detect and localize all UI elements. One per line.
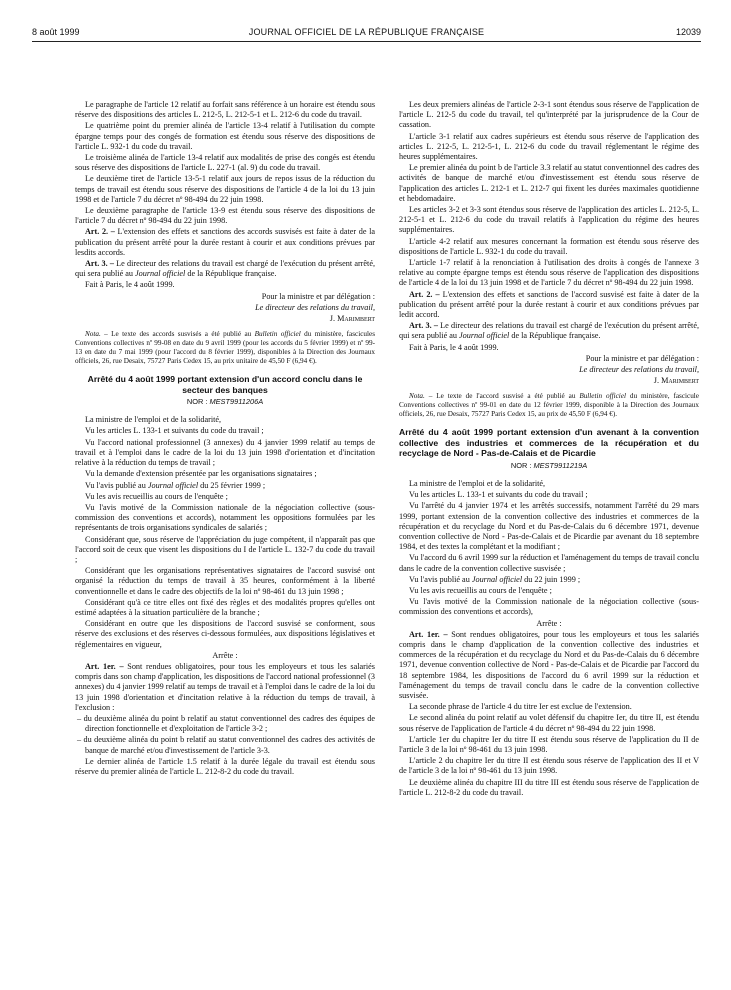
header-rule xyxy=(32,41,701,42)
paragraph: Vu les avis recueillis au cours de l'enquête ; xyxy=(409,585,552,595)
article-label: Art. 1er. – xyxy=(409,629,448,639)
paragraph: Le deuxième alinéa du chapitre III du titre III est étendu sous réserve de l'application de l'article L. 212-8-2 du code du travail. xyxy=(399,777,699,797)
page-header xyxy=(32,27,701,41)
paragraph: L'article 1er du chapitre Ier du titre II est étendu sous réserve de l'application du II de l'article 3 de la loi nº 98-461 du 13 juin 1998. xyxy=(399,734,699,754)
dash-item: – du deuxième alinéa du point b relatif au statut conventionnel des cadres des équipes de direction fonctionnelle et d'exploitation de l'article 3-2 ; xyxy=(77,713,375,734)
article-3 xyxy=(75,259,375,279)
paragraph: Le quatrième point du premier alinéa de l'article 13-4 relatif à l'utilisation du compte épargne temps pour des congés de formation est étendu sous réserve des dispositions de l'article L. 932-1 du code du travail. xyxy=(75,121,375,151)
header-date: 8 août 1999 xyxy=(32,27,80,37)
journal-ref: Journal officiel xyxy=(147,480,199,490)
header-journal-title: JOURNAL OFFICIEL DE LA RÉPUBLIQUE FRANÇAISE xyxy=(248,27,485,37)
nota-text: – Le texte de l'accord susvisé a été publié au xyxy=(424,392,580,401)
article-text: L'extension des effets et sanctions des accords susvisés est faite à dater de la publication du présent arrêté pour la durée restant à courir et aux conditions prévues par lesdits accords. xyxy=(75,227,375,257)
paragraph: Le dernier alinéa de l'article 1.5 relatif à la durée légale du travail est étendu sous réserve du premier alinéa de l'article L. 212-8-2 du code du travail. xyxy=(75,756,375,776)
nor-label: NOR : xyxy=(510,460,534,470)
nota xyxy=(75,330,375,366)
text: du 25 février 1999 ; xyxy=(198,480,266,490)
dash-item: – du deuxième alinéa du point b relatif au statut conventionnel des cadres des activités de banque de marché et/ou d'investissement de l'article 3-3. xyxy=(77,735,375,755)
paragraph: Le second alinéa du point relatif au volet défensif du chapitre Ier, du titre II, est étendu sous réserve de l'application de l'article 4 du décret nº 98-494 du 22 juin 1998. xyxy=(399,713,699,733)
signature-name: J. Marimbert xyxy=(653,376,699,386)
article-label: Art. 1er. – xyxy=(85,661,124,671)
nota-label: Nota. xyxy=(409,392,425,401)
article-1 xyxy=(75,662,375,713)
article-3 xyxy=(399,321,699,341)
fait-a-paris: Fait à Paris, le 4 août 1999. xyxy=(409,342,499,352)
right-column xyxy=(399,100,699,799)
paragraph: Le deuxième paragraphe de l'article 13-9 est étendu sous réserve des dispositions de l'article 7 du décret nº 98-494 du 22 juin 1998. xyxy=(75,206,375,226)
paragraph: Vu l'accord du 6 avril 1999 sur la réduction et l'aménagement du temps de travail conclu dans le cadre de la convention collective susvisée ; xyxy=(399,553,699,573)
paragraph: Les deux premiers alinéas de l'article 2-3-1 sont étendus sous réserve de l'application de l'article L. 212-5 du code du travail, tel qu'interprété par la jurisprudence de la Cour de cassation. xyxy=(399,100,699,130)
paragraph: L'article 2 du chapitre Ier du titre II est étendu sous réserve de l'application des II et V de l'article 3 de la loi nº 98-461 du 13 juin 1998. xyxy=(399,756,699,776)
paragraph: Vu l'avis motivé de la Commission nationale de la négociation collective (sous-commission des conventions et accords), xyxy=(399,597,699,617)
article-2 xyxy=(399,290,699,321)
article-1 xyxy=(399,630,699,701)
paragraph xyxy=(75,481,375,491)
paragraph: Le troisième alinéa de l'article 13-4 relatif aux modalités de prise des congés est étendu sous réserve des dispositions de l'article L. 227-1 (al. 9) du code du travail. xyxy=(75,153,375,173)
journal-ref: Journal officiel xyxy=(459,331,510,341)
nor-code: MESТ9911206A xyxy=(209,397,264,407)
paragraph: Vu les articles L. 133-1 et suivants du code du travail ; xyxy=(409,490,588,500)
bulletin-ref: Bulletin officiel xyxy=(579,392,626,401)
article-label: Art. 2. – xyxy=(409,289,440,299)
paragraph: La seconde phrase de l'article 4 du titre Ier est exclue de l'extension. xyxy=(409,702,632,712)
paragraph: Considérant qu'à ce titre elles ont fixé des règles et des modalités propres qu'elles ont estimé adaptées à la situation particulière de la branche ; xyxy=(75,597,375,617)
journal-ref: Journal officiel xyxy=(135,269,186,279)
signature-title: Le directeur des relations du travail, xyxy=(255,302,375,312)
paragraph: Vu l'arrêté du 4 janvier 1974 et les arrêtés successifs, notamment l'arrêté du 29 mars 1999, portant extension de la convention collective des industries et commerces de la récupération et du recyclage du Nord et du Pas-de-Calais du 6 décembre 1971, devenue convention collective de Nord - Pas-de-Calais et de Picardie par avenant du 18 septembre 1984, et des textes la complétant et la modifiant ; xyxy=(399,501,699,552)
paragraph: Vu la demande d'extension présentée par les organisations signataires ; xyxy=(85,469,317,479)
arrete-heading: Arrête : xyxy=(536,618,562,628)
article-text: de la République française. xyxy=(185,269,277,279)
paragraph: Le paragraphe de l'article 12 relatif au forfait sans référence à un horaire est étendu sous réserve des dispositions des articles L. 212-5, L. 212-5-1 et L. 212-6 du code du travail. xyxy=(75,100,375,120)
text: du 22 juin 1999 ; xyxy=(522,574,581,584)
signature-line: Pour la ministre et par délégation : xyxy=(261,291,375,301)
nor-label: NOR : xyxy=(186,397,210,407)
paragraph: Considérant que les organisations représentatives signataires de l'accord susvisé ont organisé la réduction du temps de travail à 35 heures, conformément à la liberté conventionnelle et dans le cadre des objectifs de la loi nº 98-461 du 13 juin 1998 ; xyxy=(75,566,375,596)
article-label: Art. 3. – xyxy=(85,259,114,269)
article-text: Sont rendues obligatoires, pour tous les employeurs et tous les salariés compris dans le champ d'application de la convention collective des industries et commerces de la récupération et du recyclage du Nord et du Pas-de-Calais du 6 décembre 1971, devenue convention collective de Nord - Pas-de-Calais et de Picardie par l'accord du 18 septembre 1984, les dispositions de l'accord du 6 avril 1999 sur la réduction et l'aménagement du temps de travail conclu dans le cadre de la convention collective susvisée. xyxy=(399,629,699,700)
article-2 xyxy=(75,227,375,258)
decree-title: Arrêté du 4 août 1999 portant extension d'un avenant à la convention collective des industries et commerces de la récupération et du recyclage de Nord - Pas-de-Calais et de Picardie xyxy=(399,427,699,459)
journal-ref: Journal officiel xyxy=(471,574,523,584)
paragraph: Vu les avis recueillis au cours de l'enquête ; xyxy=(85,491,228,501)
nota-text: du ministère, fascicules Conventions collectives nº 99-08 en date du 9 avril 1999 (pour les accords du 5 février 1999) et nº 99-13 en date du 7 mai 1999 (pour l'accord du 8 février 1999), disponibles à la Direction des Journaux officiels, 26, rue Desaix, 75727 Paris Cedex 15, au prix unitaire de 45,50 F (6,94 €). xyxy=(75,330,375,366)
text: Vu l'avis publié au xyxy=(409,574,472,584)
left-column xyxy=(75,100,375,778)
article-text: Le directeur des relations du travail est chargé de l'exécution du présent arrêté, qui sera publié au xyxy=(399,321,699,341)
paragraph: Vu l'accord national professionnel (3 annexes) du 4 janvier 1999 relatif au temps de travail et à l'emploi dans le cadre de la loi du 13 juin 1998 d'orientation et d'incitation relative à la réduction du temps de travail ; xyxy=(75,437,375,468)
article-text: L'extension des effets et sanctions de l'accord susvisé est faite à dater de la publication du présent arrêté pour la durée restant à courir et aux conditions prévues par ledit accord. xyxy=(399,289,699,320)
paragraph: Vu l'avis motivé de la Commission nationale de la négociation collective (sous-commission des conventions et accords), notamment les oppositions formulées par les représentants de trois organisations syndicales de salariés ; xyxy=(75,502,375,533)
nor-reference xyxy=(399,461,699,471)
nota-text: du ministère, fascicule Conventions collectives nº 99-01 en date du 12 février 1999, disponible à la Direction des Journaux officiels, 26, rue Desaix, 75727 Paris Cedex 15, au prix de 45,50 F (6,94 €). xyxy=(399,392,699,419)
article-text: de la République française. xyxy=(509,331,601,341)
signature-name: J. Marimbert xyxy=(329,314,375,324)
text: Vu l'avis publié au xyxy=(85,480,148,490)
paragraph: Vu les articles L. 133-1 et suivants du code du travail ; xyxy=(85,426,264,436)
nota-label: Nota. xyxy=(85,330,101,339)
paragraph: L'article 1-7 relatif à la renonciation à l'utilisation des droits à congés de l'annexe 3 relative au compte épargne temps est étendu sous réserve de l'application des dispositions de l'article 4 de la loi du 13 juin 1998 et de l'article 7 du décret nº 98-494 du 22 juin 1998. xyxy=(399,258,699,288)
paragraph: Les articles 3-2 et 3-3 sont étendus sous réserve de l'application des articles L. 212-5, L. 212-5-1 et L. 212-6 du code du travail relatifs à l'application du régime des heures supplémentaires. xyxy=(399,205,699,235)
paragraph: Considérant en outre que les dispositions de l'accord susvisé se conforment, sous réserve des exclusions et des réserves ci-dessous formulées, aux dispositions législatives et réglementaires en vigueur, xyxy=(75,619,375,649)
paragraph: L'article 3-1 relatif aux cadres supérieurs est étendu sous réserve de l'application des articles L. 212-5, L. 212-5-1, L. 212-6 du code du travail réglementant le régime des heures supplémentaires. xyxy=(399,131,699,162)
paragraph: La ministre de l'emploi et de la solidarité, xyxy=(85,415,222,425)
decree-title: Arrêté du 4 août 1999 portant extension d'un accord conclu dans le secteur des banques xyxy=(87,374,363,395)
arrete-heading: Arrête : xyxy=(212,650,238,660)
paragraph: L'article 4-2 relatif aux mesures concernant la formation est étendu sous réserve des dispositions de l'article L. 932-1 du code du travail. xyxy=(399,236,699,256)
paragraph: Le premier alinéa du point b de l'article 3.3 relatif au statut conventionnel des cadres des activités de banque de marché et/ou d'investissement est étendu sous réserve de l'application des articles L. 212-1 et L. 212-7 qui fixent les durées maximales quotidienne et hebdomadaire. xyxy=(399,163,699,203)
nota-text: – Le texte des accords susvisés a été publié au xyxy=(100,330,255,339)
article-label: Art. 3. – xyxy=(409,321,438,331)
signature-title: Le directeur des relations du travail, xyxy=(579,365,699,375)
paragraph: Le deuxième tiret de l'article 13-5-1 relatif aux jours de repos issus de la réduction du temps de travail est étendu sous réserve des dispositions de l'article 4 de la loi du 13 juin 1998 et de l'article 7 du décret nº 98-494 du 22 juin 1998. xyxy=(75,174,375,204)
paragraph: Considérant que, sous réserve de l'appréciation du juge compétent, il n'apparaît pas que l'accord soit de ceux que visent les dispositions du I de l'article L. 132-7 du code du travail ; xyxy=(75,534,375,564)
nor-reference xyxy=(75,397,375,407)
nota xyxy=(399,392,699,419)
article-label: Art. 2. – xyxy=(85,227,115,237)
fait-a-paris: Fait à Paris, le 4 août 1999. xyxy=(85,280,175,290)
nor-code: MEST9911219A xyxy=(533,460,588,470)
article-text: Le directeur des relations du travail est chargé de l'exécution du présent arrêté, qui sera publié au xyxy=(75,259,375,279)
header-page-number: 12039 xyxy=(675,27,701,37)
article-text: Sont rendues obligatoires, pour tous les employeurs et tous les salariés compris dans son champ d'application, les dispositions de l'accord national professionnel (3 annexes) du 4 janvier 1999 relatif au temps de travail et à l'emploi dans le cadre de la loi du 13 juin 1998 d'orientation et d'incitation relative à la réduction du temps de travail, à l'exclusion : xyxy=(75,661,375,712)
signature-line: Pour la ministre et par délégation : xyxy=(585,353,699,363)
paragraph: La ministre de l'emploi et de la solidarité, xyxy=(409,478,546,488)
bulletin-ref: Bulletin officiel xyxy=(254,330,301,339)
paragraph xyxy=(399,575,699,585)
